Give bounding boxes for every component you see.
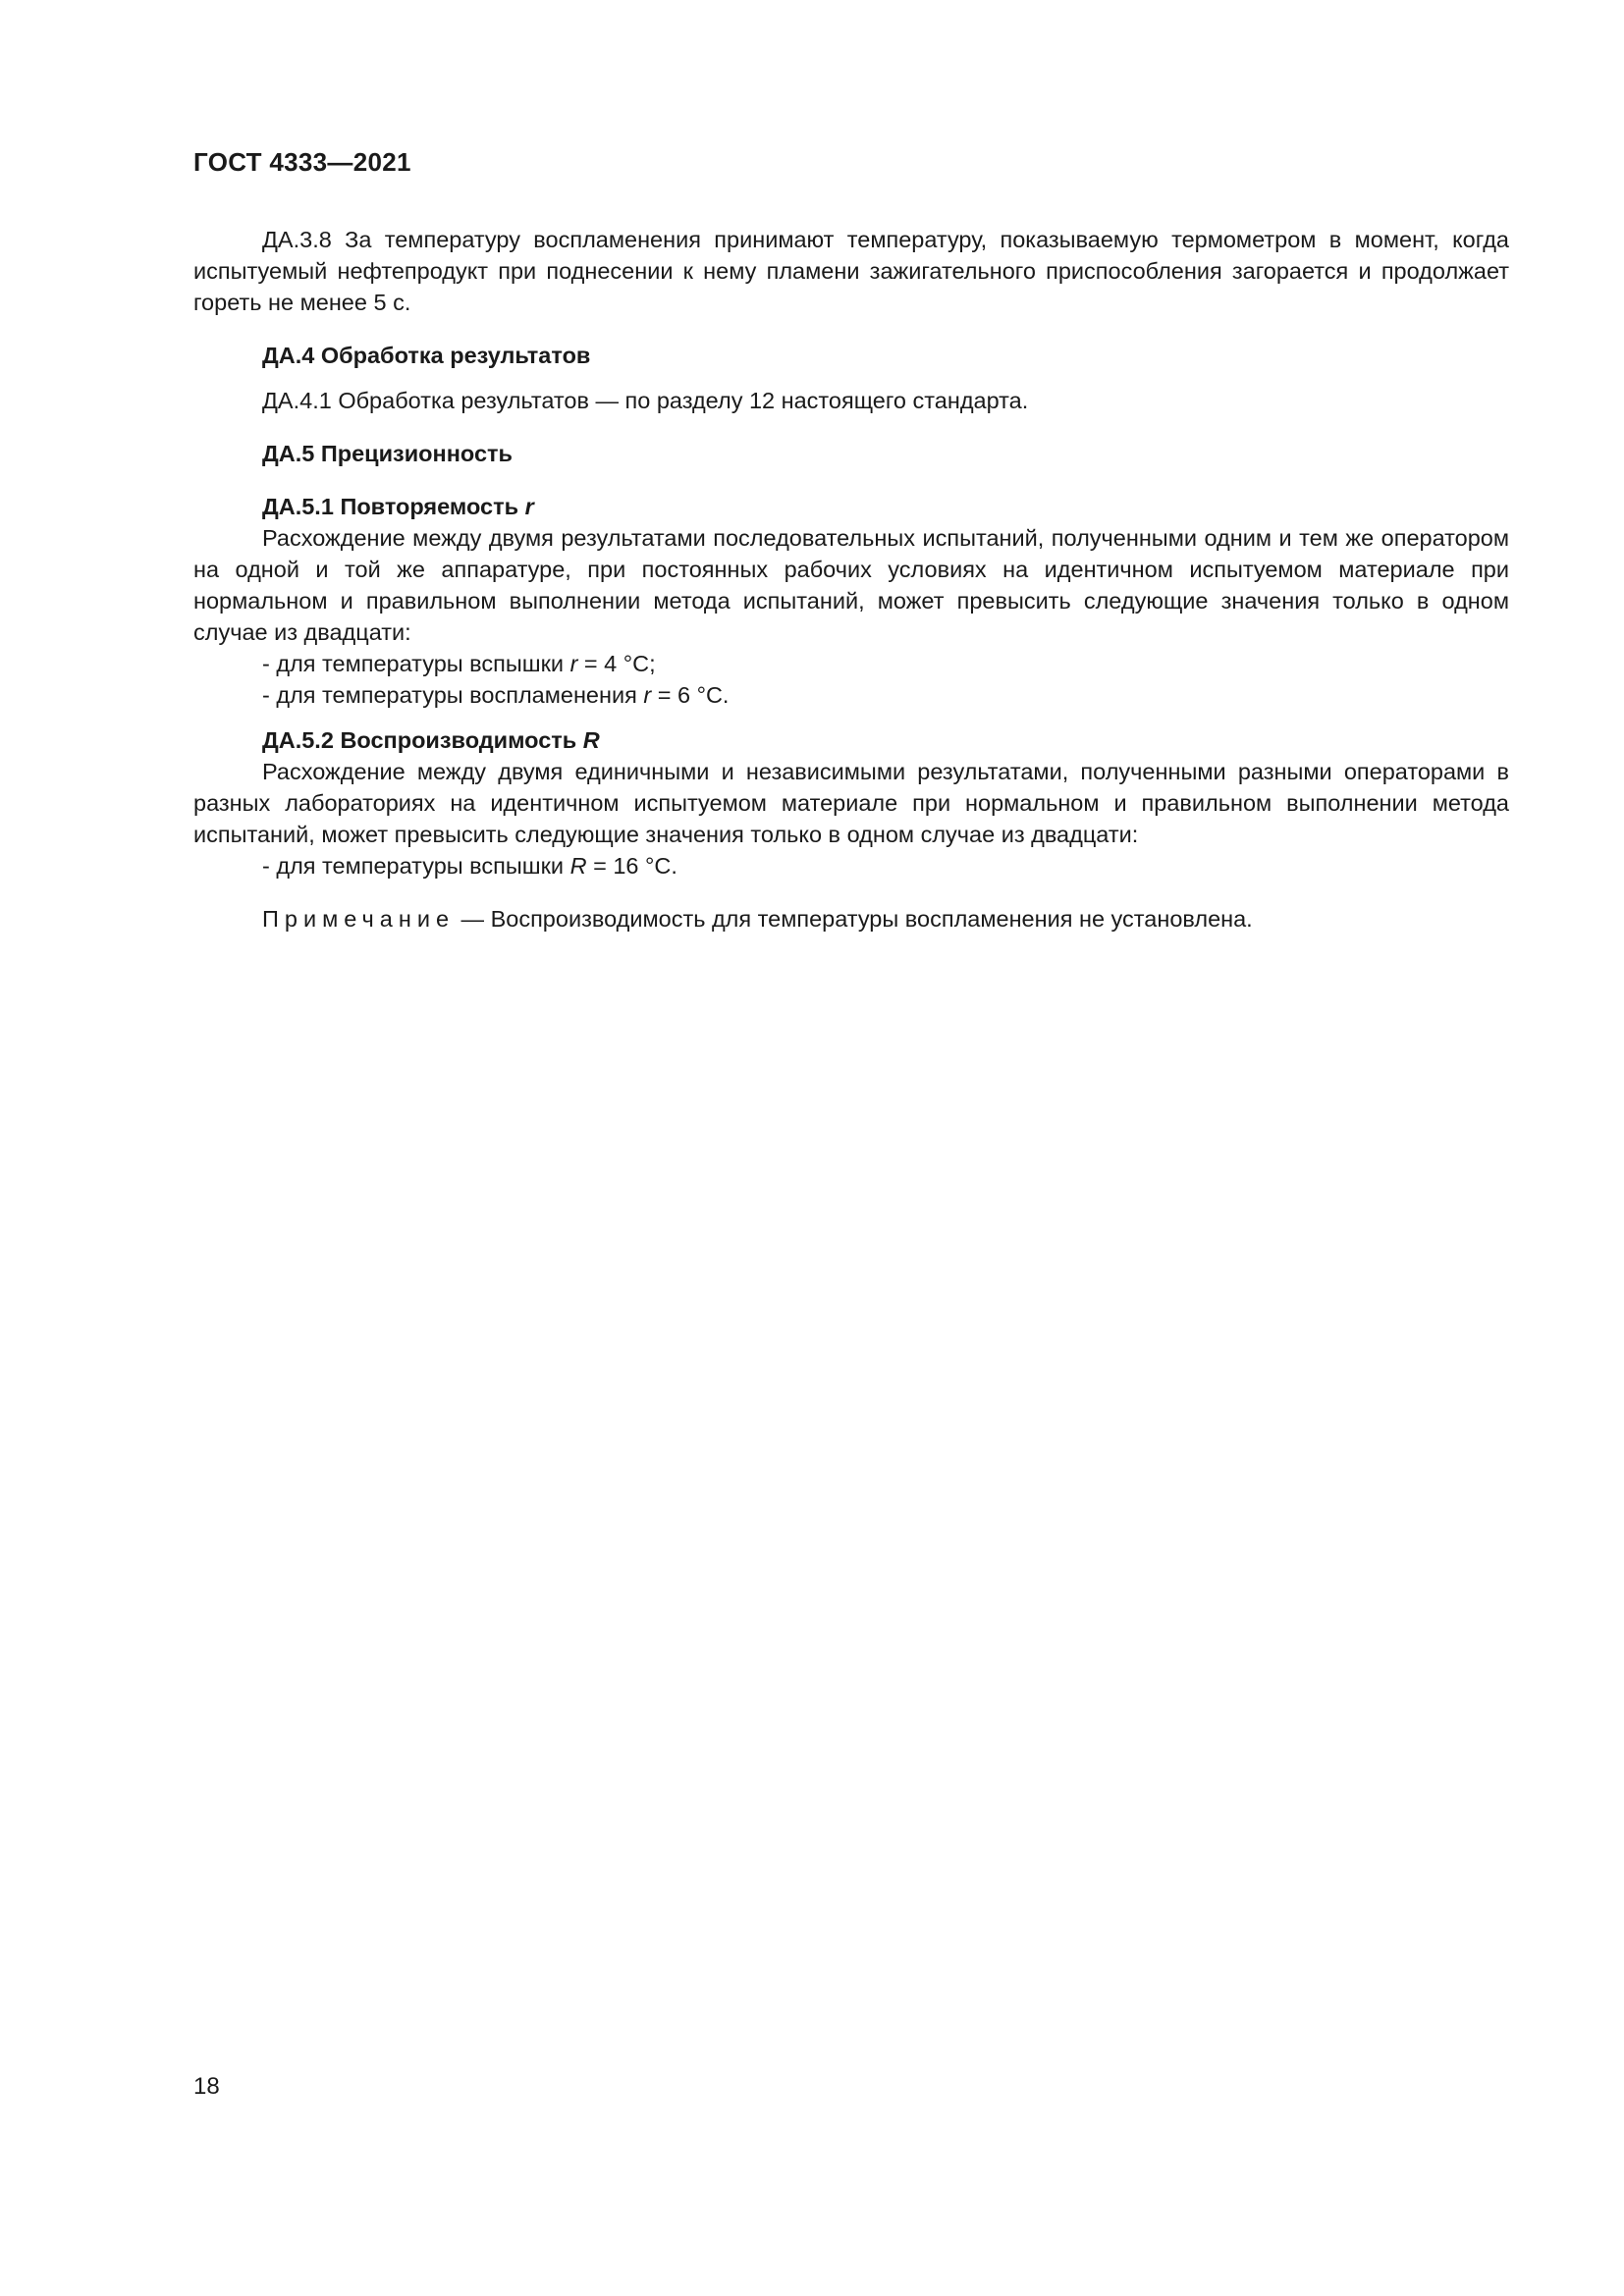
list-item-text: - для температуры вспышки — [262, 853, 570, 879]
list-item-value: = 16 °С. — [586, 853, 677, 879]
list-item-value: = 4 °С; — [577, 651, 656, 676]
document-body — [193, 224, 1509, 934]
page-number: 18 — [193, 2073, 220, 2100]
repeatability-symbol: r — [569, 651, 578, 676]
spacer — [193, 416, 1509, 438]
note — [193, 903, 1509, 934]
note-text: — Воспроизводимость для температуры воспламенения не установлена. — [455, 906, 1253, 932]
paragraph-da-5-2: Расхождение между двумя единичными и независимыми результатами, полученными разными операторами в разных лабораториях на идентичном испытуемом материале при нормальном и правильном выполнении метода испытаний, может превысить следующие значения только в одном случае из двадцати: — [193, 759, 1509, 847]
list-item-ignition-point — [193, 679, 1509, 711]
repeatability-symbol: r — [643, 682, 652, 708]
document-standard-title: ГОСТ 4333—2021 — [193, 147, 411, 177]
spacer — [193, 881, 1509, 903]
heading-da-5-2-text: ДА.5.2 Воспроизводимость — [262, 727, 583, 753]
spacer — [193, 711, 1509, 724]
list-item-flash-point — [193, 648, 1509, 679]
spacer — [193, 318, 1509, 340]
repeatability-symbol: r — [524, 494, 534, 519]
paragraph-da-4-1: ДА.4.1 Обработка результатов — по разделу 12 настоящего стандарта. — [262, 388, 1029, 413]
list-item-value: = 6 °С. — [651, 682, 730, 708]
heading-da-5-2 — [193, 724, 1509, 756]
list-item-reproducibility-flash — [193, 850, 1509, 881]
heading-da-4: ДА.4 Обработка результатов — [262, 343, 591, 368]
reproducibility-symbol: R — [569, 853, 587, 879]
spacer — [193, 371, 1509, 385]
heading-da-5-1-text: ДА.5.1 Повторяемость — [262, 494, 525, 519]
note-label: Примечание — [262, 906, 456, 932]
heading-da-5-1 — [193, 491, 1509, 522]
reproducibility-symbol: R — [582, 727, 600, 753]
paragraph-da-3-8: ДА.3.8 За температуру воспламенения принимают температуру, показываемую термометром в момент, когда испытуемый нефтепродукт при поднесении к нему пламени зажигательного приспособления загорается и продолжает гореть не менее 5 с. — [193, 227, 1509, 315]
list-item-text: - для температуры воспламенения — [262, 682, 644, 708]
list-item-text: - для температуры вспышки — [262, 651, 570, 676]
paragraph-da-5-1: Расхождение между двумя результатами последовательных испытаний, полученными одним и тем же оператором на одной и той же аппаратуре, при постоянных рабочих условиях на идентичном испытуемом материале при нормальном и правильном выполнении метода испытаний, может превысить следующие значения только в одном случае из двадцати: — [193, 525, 1509, 645]
spacer — [193, 469, 1509, 491]
heading-da-5: ДА.5 Прецизионность — [262, 441, 513, 466]
